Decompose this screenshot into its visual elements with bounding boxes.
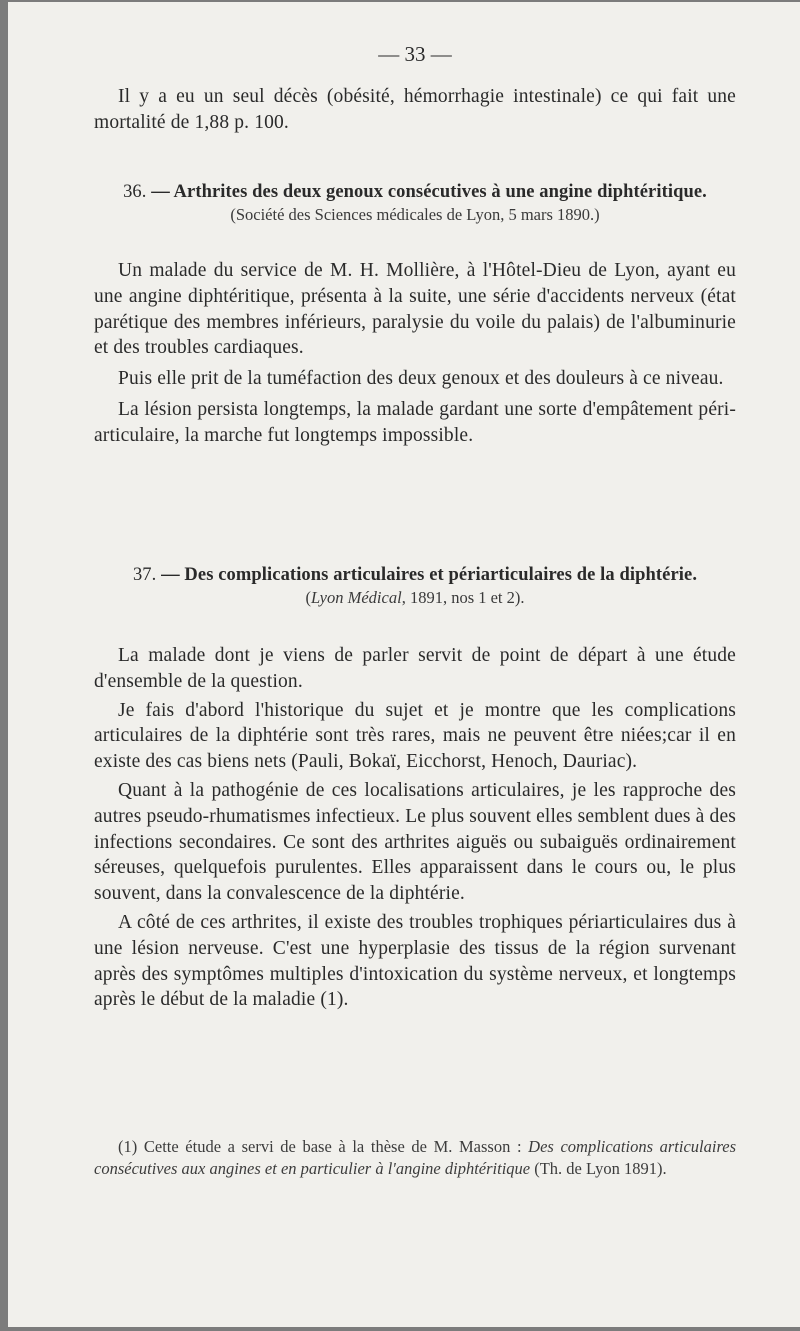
section-36-paragraph: Un malade du service de M. H. Mollière, à l'Hôtel-Dieu de Lyon, ayant eu une angine diphtéritique, présenta à la suite, une série d'accidents nerveux (état parétique des membres inférieurs, paralysie du voile du palais) de l'albuminurie et des troubles cardiaques. bbox=[94, 260, 736, 359]
section-37-reference: (Lyon Médical, 1891, nos 1 et 2). bbox=[305, 588, 525, 607]
section-37-paragraph: La malade dont je viens de parler servit de point de départ à une étude d'ensemble de la question. bbox=[94, 645, 736, 692]
section-36 bbox=[94, 180, 736, 449]
footnote-end: (Th. de Lyon 1891). bbox=[534, 1159, 667, 1178]
footnote bbox=[94, 1136, 736, 1180]
document-page bbox=[8, 2, 800, 1327]
section-37-number: 37. bbox=[132, 565, 157, 585]
footnote-plain: Cette étude a servi de base à la thèse de M. Masson : bbox=[143, 1137, 522, 1156]
section-37-paragraph: A côté de ces arthrites, il existe des troubles trophiques périarticulaires dus à une lésion nerveuse. C'est une hyperplasie des tissus de la région survenant après des symptômes multiples d'intoxication du système nerveux, et longtemps après le début de la maladie (1). bbox=[94, 911, 736, 1011]
footnote-title: Des complications articulaires consécutives aux angines et en particulier à l'angine diphtéritique bbox=[94, 1137, 737, 1178]
footnote-text bbox=[94, 1136, 736, 1180]
section-36-heading bbox=[94, 180, 736, 204]
section-36-number: 36. bbox=[123, 182, 147, 202]
section-37-paragraph: Je fais d'abord l'historique du sujet et je montre que les complications articulaires de la diphtérie sont très rares, mais ne peuvent être niées;car il en existe des cas biens nets (Pauli, Bokaï, Eicchorst, Henoch, Dauriac). bbox=[94, 699, 736, 773]
section-36-paragraph: La lésion persista longtemps, la malade gardant une sorte d'empâtement péri-articulaire, la marche fut longtemps impossible. bbox=[94, 398, 736, 446]
section-37-reference-source: Lyon Médical bbox=[310, 588, 402, 607]
intro-paragraph bbox=[94, 84, 736, 136]
section-37-title: — Des complications articulaires et périarticulaires de la diphtérie. bbox=[161, 565, 698, 585]
section-37-heading bbox=[94, 563, 736, 587]
section-37-paragraph: Quant à la pathogénie de ces localisations articulaires, je les rapproche des autres pseudo-rhumatismes infectieux. Le plus souvent elles semblent dues à des infections secondaires. Ce sont des arthrites aiguës ou subaiguës ordinairement séreuses, quelquefois purulentes. Elles apparaissent dans le cours ou, le plus souvent, dans la convalescence de la diphtérie. bbox=[94, 779, 736, 905]
intro-text: Il y a eu un seul décès (obésité, hémorrhagie intestinale) ce qui fait une mortalité de 1,88 p. 100. bbox=[94, 86, 736, 133]
section-36-paragraph: Puis elle prit de la tuméfaction des deux genoux et des douleurs à ce niveau. bbox=[118, 368, 724, 390]
footnote-marker: (1) bbox=[118, 1137, 138, 1156]
section-36-reference: (Société des Sciences médicales de Lyon, 5 mars 1890.) bbox=[230, 205, 600, 224]
section-37-body bbox=[94, 643, 736, 1013]
page-number: — 33 — bbox=[378, 42, 452, 66]
section-36-body bbox=[94, 258, 736, 449]
section-37-reference-rest: , 1891, nos 1 et 2). bbox=[401, 588, 525, 607]
section-37 bbox=[94, 563, 736, 1013]
section-36-title: — Arthrites des deux genoux consécutives à une angine diphtéritique. bbox=[151, 182, 707, 202]
